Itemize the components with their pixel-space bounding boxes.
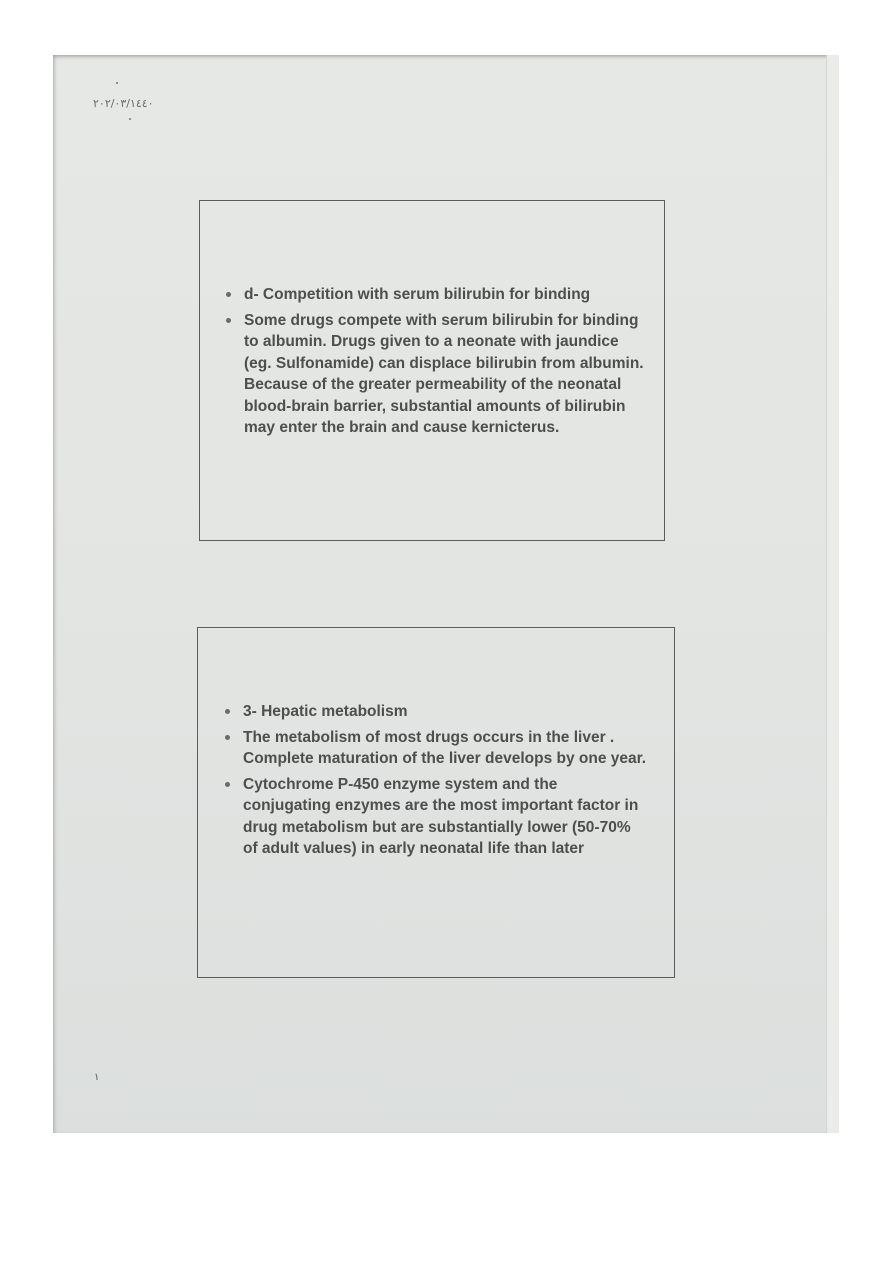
bullet-dot-icon: [226, 292, 231, 297]
slide-hepatic-metabolism: [197, 627, 675, 978]
bullet-dot-icon: [225, 782, 230, 787]
slide-bilirubin-binding: [199, 200, 665, 541]
bullet-item: [224, 701, 649, 723]
bullet-dot-icon: [225, 709, 230, 714]
bullet-text: The metabolism of most drugs occurs in the liver . Complete maturation of the liver develops by one year.: [243, 728, 647, 767]
bullet-text: 3- Hepatic metabolism: [243, 703, 408, 720]
corner-mark: ١: [94, 1072, 100, 1083]
bullet-text: d- Competition with serum bilirubin for binding: [244, 286, 591, 303]
bullet-list: [225, 284, 645, 443]
bullet-text: Cytochrome P-450 enzyme system and the conjugating enzymes are the most important factor in drug metabolism but are substantially lower (50-70% of adult values) in early neonatal life than later: [243, 775, 639, 857]
bullet-dot-icon: [225, 735, 230, 740]
bullet-item: [224, 727, 649, 770]
date-stamp: ٢٠٢/٠٣/١٤٤٠: [93, 97, 154, 110]
bullet-item: [225, 284, 645, 306]
page-edge: [826, 55, 839, 1133]
stamp-mark: [129, 118, 131, 120]
bullet-list: [224, 701, 649, 864]
bullet-dot-icon: [226, 318, 231, 323]
bullet-item: [225, 310, 645, 439]
bullet-text: Some drugs compete with serum bilirubin for binding to albumin. Drugs given to a neonate with jaundice (eg. Sulfonamide) can displace bilirubin from albumin. Because of the greater permeability of the neonatal blood-brain barrier, substantial amounts of bilirubin may enter the brain and cause kernicterus.: [244, 311, 644, 436]
stamp-mark: [116, 82, 118, 84]
bullet-item: [224, 774, 649, 860]
